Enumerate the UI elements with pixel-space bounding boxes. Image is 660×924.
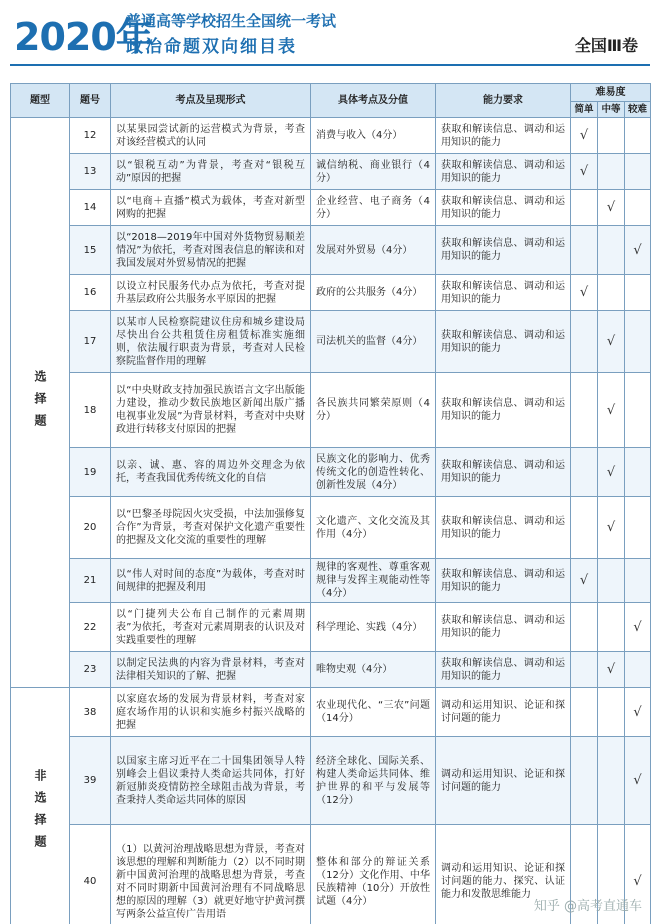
table-row <box>11 652 651 688</box>
check-mark: √ <box>606 464 616 480</box>
question-number-cell: 15 <box>70 226 111 275</box>
difficulty-hard-cell <box>625 448 651 497</box>
difficulty-medium-cell <box>598 559 625 603</box>
table-body <box>11 118 651 924</box>
col-header-points: 具体考点及分值 <box>311 84 436 118</box>
difficulty-hard-cell <box>625 497 651 559</box>
table-row <box>11 154 651 190</box>
table-row <box>11 190 651 226</box>
question-number-cell: 40 <box>70 825 111 924</box>
difficulty-hard-cell <box>625 154 651 190</box>
points-cell: 科学理论、实践（4分） <box>311 603 436 652</box>
difficulty-hard-cell <box>625 118 651 154</box>
table-row <box>11 497 651 559</box>
difficulty-easy-cell <box>571 652 598 688</box>
table-row <box>11 118 651 154</box>
difficulty-medium-cell <box>598 154 625 190</box>
section-type-cell: 选择题 <box>11 118 70 688</box>
table-row <box>11 448 651 497</box>
points-cell: 经济全球化、国际关系、构建人类命运共同体、维护世界的和平与发展等（12分） <box>311 737 436 825</box>
points-cell: 企业经营、电子商务（4分） <box>311 190 436 226</box>
points-cell: 规律的客观性、尊重客观规律与发挥主观能动性等（4分） <box>311 559 436 603</box>
col-header-easy: 简单 <box>571 102 598 118</box>
difficulty-easy-cell <box>571 448 598 497</box>
question-number-cell: 16 <box>70 275 111 311</box>
check-mark: √ <box>606 402 616 418</box>
points-cell: 诚信纳税、商业银行（4分） <box>311 154 436 190</box>
header-divider <box>10 64 650 66</box>
table-row <box>11 688 651 737</box>
points-cell: 消费与收入（4分） <box>311 118 436 154</box>
difficulty-easy-cell <box>571 154 598 190</box>
ability-cell: 获取和解读信息、调动和运用知识的能力 <box>436 373 571 448</box>
col-header-medium: 中等 <box>598 102 625 118</box>
form-cell: 以国家主席习近平在二十国集团领导人特别峰会上倡议秉持人类命运共同体，打好新冠肺炎疫情防控全球阻击战为背景，考查秉持人类命运共同体的原因 <box>111 737 311 825</box>
col-header-num: 题号 <box>70 84 111 118</box>
difficulty-hard-cell <box>625 373 651 448</box>
question-number-cell: 12 <box>70 118 111 154</box>
header-exam-name: 普通高等学校招生全国统一考试 <box>126 12 337 30</box>
check-mark: √ <box>633 704 642 720</box>
difficulty-medium-cell <box>598 226 625 275</box>
ability-cell: 获取和解读信息、调动和运用知识的能力 <box>436 118 571 154</box>
check-mark: √ <box>606 662 616 677</box>
check-mark: √ <box>633 619 642 635</box>
difficulty-easy-cell <box>571 373 598 448</box>
ability-cell: 获取和解读信息、调动和运用知识的能力 <box>436 154 571 190</box>
difficulty-hard-cell <box>625 190 651 226</box>
difficulty-medium-cell <box>598 448 625 497</box>
difficulty-easy-cell <box>571 118 598 154</box>
ability-cell: 获取和解读信息、调动和运用知识的能力 <box>436 275 571 311</box>
table-row <box>11 226 651 275</box>
points-cell: 司法机关的监督（4分） <box>311 311 436 373</box>
difficulty-easy-cell <box>571 311 598 373</box>
difficulty-medium-cell <box>598 603 625 652</box>
table-row <box>11 559 651 603</box>
difficulty-easy-cell <box>571 737 598 825</box>
question-number-cell: 18 <box>70 373 111 448</box>
header-paper-label: 全国Ⅲ卷 <box>574 36 638 55</box>
points-cell: 各民族共同繁荣原则（4分） <box>311 373 436 448</box>
question-number-cell: 19 <box>70 448 111 497</box>
col-header-ability: 能力要求 <box>436 84 571 118</box>
ability-cell: 获取和解读信息、调动和运用知识的能力 <box>436 311 571 373</box>
ability-cell: 调动和运用知识、论证和探讨问题的能力、探究、认证能力和发散思维能力 <box>436 825 571 924</box>
ability-cell: 调动和运用知识、论证和探讨问题的能力 <box>436 737 571 825</box>
form-cell: 以某市人民检察院建议住房和城乡建设局尽快出台公共租赁住房租赁标准实施细则，依法履行职责为背景，考查对人民检察院监督作用的理解 <box>111 311 311 373</box>
difficulty-hard-cell <box>625 603 651 652</box>
difficulty-medium-cell <box>598 190 625 226</box>
difficulty-medium-cell <box>598 311 625 373</box>
form-cell: 以某果园尝试新的运营模式为背景，考查对该经营模式的认同 <box>111 118 311 154</box>
difficulty-medium-cell <box>598 497 625 559</box>
col-header-type: 题型 <box>11 84 70 118</box>
difficulty-easy-cell <box>571 603 598 652</box>
difficulty-medium-cell <box>598 688 625 737</box>
difficulty-easy-cell <box>571 226 598 275</box>
ability-cell: 获取和解读信息、调动和运用知识的能力 <box>436 497 571 559</box>
table-row <box>11 311 651 373</box>
question-number-cell: 39 <box>70 737 111 825</box>
difficulty-hard-cell <box>625 226 651 275</box>
difficulty-medium-cell <box>598 373 625 448</box>
form-cell: 以“2018—2019年中国对外货物贸易顺差情况”为依托，考查对图表信息的解读和对我国发展对外贸易情况的把握 <box>111 226 311 275</box>
question-number-cell: 38 <box>70 688 111 737</box>
check-mark: √ <box>633 242 642 258</box>
ability-cell: 获取和解读信息、调动和运用知识的能力 <box>436 652 571 688</box>
difficulty-hard-cell <box>625 311 651 373</box>
check-mark: √ <box>579 285 589 300</box>
difficulty-easy-cell <box>571 190 598 226</box>
question-number-cell: 23 <box>70 652 111 688</box>
ability-cell: 获取和解读信息、调动和运用知识的能力 <box>436 190 571 226</box>
table-row <box>11 603 651 652</box>
check-mark: √ <box>606 334 616 349</box>
check-mark: √ <box>606 520 616 535</box>
check-mark: √ <box>579 164 589 179</box>
difficulty-easy-cell <box>571 497 598 559</box>
question-number-cell: 22 <box>70 603 111 652</box>
form-cell: 以“电商＋直播”模式为载体，考查对新型网购的把握 <box>111 190 311 226</box>
form-cell: 以“中央财政支持加强民族语言文字出版能力建设，推动少数民族地区新闻出版广播电视事业发展”为背景材料，考查对中央财政进行转移支付原因的把握 <box>111 373 311 448</box>
form-cell: 以亲、诚、惠、容的周边外交理念为依托，考查我国优秀传统文化的自信 <box>111 448 311 497</box>
header-year: 2020年 <box>14 15 153 59</box>
col-header-difficulty: 难易度 <box>571 84 651 102</box>
question-number-cell: 14 <box>70 190 111 226</box>
form-cell: 以设立村民服务代办点为依托，考查对提升基层政府公共服务水平原因的把握 <box>111 275 311 311</box>
check-mark: √ <box>633 874 642 889</box>
difficulty-easy-cell <box>571 559 598 603</box>
difficulty-hard-cell <box>625 652 651 688</box>
ability-cell: 获取和解读信息、调动和运用知识的能力 <box>436 448 571 497</box>
difficulty-hard-cell <box>625 688 651 737</box>
difficulty-easy-cell <box>571 275 598 311</box>
spec-table <box>10 83 651 924</box>
difficulty-medium-cell <box>598 118 625 154</box>
difficulty-medium-cell <box>598 275 625 311</box>
question-number-cell: 17 <box>70 311 111 373</box>
form-cell: 以“银税互动”为背景，考查对“银税互动”原因的把握 <box>111 154 311 190</box>
page-header <box>0 0 660 62</box>
difficulty-hard-cell <box>625 559 651 603</box>
question-number-cell: 13 <box>70 154 111 190</box>
points-cell: 农业现代化、“三农”问题（14分） <box>311 688 436 737</box>
form-cell: 以“伟人对时间的态度”为载体，考查对时间规律的把握及利用 <box>111 559 311 603</box>
check-mark: √ <box>606 200 616 215</box>
ability-cell: 获取和解读信息、调动和运用知识的能力 <box>436 603 571 652</box>
difficulty-medium-cell <box>598 652 625 688</box>
points-cell: 唯物史观（4分） <box>311 652 436 688</box>
check-mark: √ <box>579 573 589 588</box>
watermark: 知乎 @高考直通车 <box>533 899 642 914</box>
points-cell: 民族文化的影响力、优秀传统文化的创造性转化、创新性发展（4分） <box>311 448 436 497</box>
col-header-hard: 较难 <box>625 102 651 118</box>
points-cell: 整体和部分的辩证关系（12分）文化作用、中华民族精神（10分）开放性试题（4分） <box>311 825 436 924</box>
table-row <box>11 275 651 311</box>
table-row <box>11 373 651 448</box>
difficulty-hard-cell <box>625 737 651 825</box>
ability-cell: 获取和解读信息、调动和运用知识的能力 <box>436 559 571 603</box>
points-cell: 发展对外贸易（4分） <box>311 226 436 275</box>
col-header-form: 考点及呈现形式 <box>111 84 311 118</box>
question-number-cell: 20 <box>70 497 111 559</box>
points-cell: 政府的公共服务（4分） <box>311 275 436 311</box>
question-number-cell: 21 <box>70 559 111 603</box>
check-mark: √ <box>633 773 642 788</box>
form-cell: 以“巴黎圣母院因火灾受损，中法加强修复合作”为背景，考查对保护文化遗产重要性的把握及文化交流的重要性的理解 <box>111 497 311 559</box>
form-cell: 以制定民法典的内容为背景材料，考查对法律相关知识的了解、把握 <box>111 652 311 688</box>
form-cell: 以“门捷列夫公布自己制作的元素周期表”为依托，考查对元素周期表的认识及对实践重要性的理解 <box>111 603 311 652</box>
difficulty-medium-cell <box>598 737 625 825</box>
ability-cell: 获取和解读信息、调动和运用知识的能力 <box>436 226 571 275</box>
table-row <box>11 737 651 825</box>
section-type-cell: 非选择题 <box>11 688 70 924</box>
form-cell: 以家庭农场的发展为背景材料，考查对家庭农场作用的认识和实施乡村振兴战略的把握 <box>111 688 311 737</box>
difficulty-easy-cell <box>571 688 598 737</box>
points-cell: 文化遗产、文化交流及其作用（4分） <box>311 497 436 559</box>
ability-cell: 调动和运用知识、论证和探讨问题的能力 <box>436 688 571 737</box>
check-mark: √ <box>579 128 589 143</box>
header-table-title: 政治命题双向细目表 <box>126 37 297 57</box>
form-cell: （1）以黄河治理战略思想为背景，考查对该思想的理解和判断能力（2）以不同时期新中国黄河治理的战略思想为背景，考查对不同时期新中国黄河治理有不同战略思想的原因的理解（3）就更好地守护黄河撰写两条公益宣传广告用语 <box>111 825 311 924</box>
difficulty-hard-cell <box>625 275 651 311</box>
